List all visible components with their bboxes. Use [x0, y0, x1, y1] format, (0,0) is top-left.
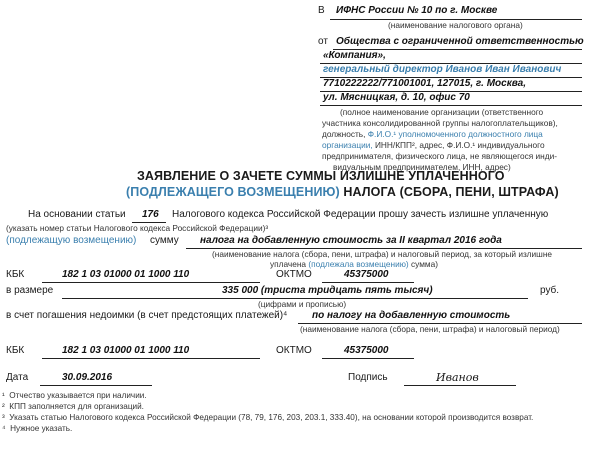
date-value: 30.09.2016: [62, 372, 113, 383]
tax-name-value: налога на добавленную стоимость за II квартал 2016 года: [200, 235, 502, 246]
oktmo2-label: ОКТМО: [276, 345, 312, 356]
debt-value: по налогу на добавленную стоимость: [312, 310, 511, 321]
oktmo-label: ОКТМО: [276, 269, 312, 280]
basis-rest: Налогового кодекса Российской Федерации прошу зачесть излишне уплаченную: [172, 209, 549, 220]
tax-caption-1: (наименование налога (сбора, пени, штрафа) и налоговый период, за который излишне: [212, 249, 553, 259]
org-caption-1: (полное наименование организации (ответственного: [340, 107, 544, 117]
basis-prefix: На основании статьи: [28, 209, 126, 220]
tax-caption-2: уплачена (подлежала возмещению) сумма): [270, 259, 439, 269]
footnote-4: ⁴ Нужное указать.: [2, 424, 73, 433]
to-prefix: В: [318, 5, 325, 16]
article-caption: (указать номер статьи Налогового кодекса Российской Федерации)³: [6, 223, 269, 233]
amount-unit: руб.: [540, 285, 560, 296]
director-line: генеральный директор Иванов Иван Иванович: [323, 64, 562, 75]
tax-office-value: ИФНС России № 10 по г. Москве: [336, 5, 498, 16]
footnote-2: ² КПП заполняется для организаций.: [2, 402, 144, 411]
amount-value: 335 000 (триста тридцать пять тысяч): [222, 285, 433, 296]
kbk2-line: [42, 358, 260, 359]
form-title-line2: (ПОДЛЕЖАЩЕГО ВОЗМЕЩЕНИЮ) НАЛОГА (СБОРА, ПЕНИ, ШТРАФА): [126, 185, 559, 199]
from-line-5: [320, 105, 582, 106]
signature: Иванов: [436, 371, 479, 384]
kbk-value: 182 1 03 01000 01 1000 110: [62, 269, 190, 280]
date-label: Дата: [6, 372, 29, 383]
oktmo-value: 45375000: [344, 269, 389, 280]
debt-caption: (наименование налога (сбора, пени, штрафа) и налоговый период): [300, 324, 560, 334]
kbk2-label: КБК: [6, 345, 25, 356]
form-title-line1: ЗАЯВЛЕНИЕ О ЗАЧЕТЕ СУММЫ ИЗЛИШНЕ УПЛАЧЕННОГО: [137, 169, 505, 183]
org-name-line2: «Компания»,: [323, 50, 386, 61]
org-caption-6: видуальным предпринимателем, ИНН, адрес): [333, 162, 511, 172]
org-caption-5: предпринимателя, физического лица, не являющегося инди-: [322, 151, 557, 161]
footnote-1: ¹ Отчество указывается при наличии.: [2, 391, 147, 400]
kbk-line: [42, 282, 260, 283]
street-line: ул. Мясницкая, д. 10, офис 70: [323, 92, 470, 103]
article-number: 176: [142, 209, 159, 220]
debt-prefix: в счет погашения недоимки (в счет предстоящих платежей)⁴: [6, 310, 288, 321]
kbk-label: КБК: [6, 269, 25, 280]
sign-label: Подпись: [348, 372, 388, 383]
oktmo2-value: 45375000: [344, 345, 389, 356]
org-caption-3: должность, Ф.И.О.¹ уполномоченного должностного лица: [322, 129, 543, 139]
org-name-line1: Общества с ограниченной ответственностью: [336, 36, 584, 47]
org-caption-4: организации, ИНН/КПП², адрес, Ф.И.О.¹ индивидуального: [322, 140, 545, 150]
sum-word: сумму: [150, 235, 179, 246]
sign-line: [404, 385, 516, 386]
oktmo2-line: [322, 358, 414, 359]
kbk2-value: 182 1 03 01000 01 1000 110: [62, 345, 190, 356]
subject-blue: (подлежащую возмещению): [6, 235, 137, 246]
amount-caption: (цифрами и прописью): [258, 299, 347, 309]
date-line: [40, 385, 152, 386]
inn-address-line: 7710222222/771001001, 127015, г. Москва,: [323, 78, 527, 89]
org-caption-2: участника консолидированной группы налогоплательщиков),: [322, 118, 558, 128]
footnote-3: ³ Указать статью Налогового кодекса Российской Федерации (78, 79, 176, 203, 203.1, 333.40), на основании которой производится возврат.: [2, 413, 534, 422]
from-prefix: от: [318, 36, 328, 47]
oktmo-line: [322, 282, 414, 283]
amount-prefix: в размере: [6, 285, 54, 296]
tax-office-caption: (наименование налогового органа): [388, 20, 523, 30]
